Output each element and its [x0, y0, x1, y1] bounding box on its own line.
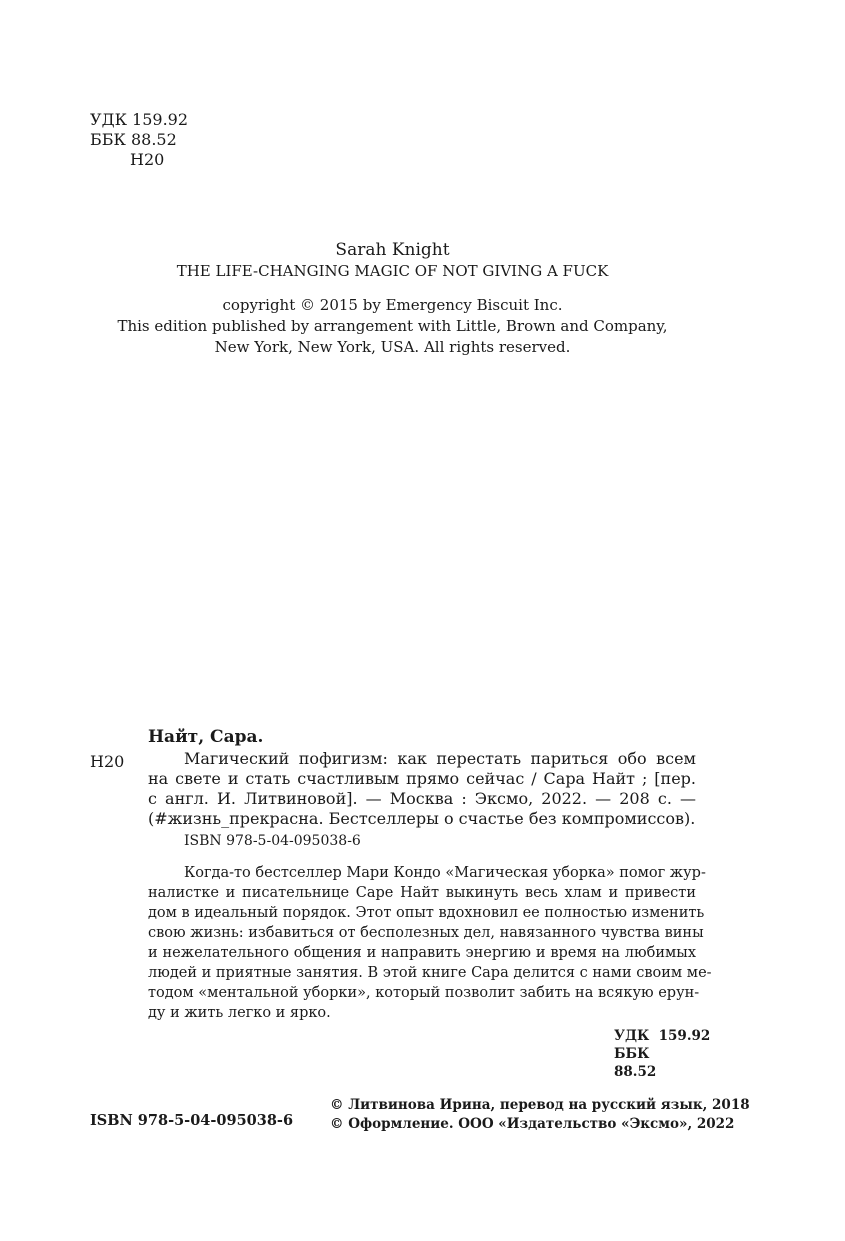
udk-code: УДК 159.92 [90, 110, 189, 129]
copyright-line: This edition published by arrangement with Little, Brown and Company, [117, 317, 668, 335]
copyright-line: copyright © 2015 by Emergency Biscuit Inc. [222, 296, 563, 314]
catalog-author-sign: Н20 [90, 752, 125, 771]
bibliographic-description [148, 749, 696, 829]
footer-isbn: ISBN 978-5-04-095038-6 [90, 1112, 294, 1129]
annotation-line: дом в идеальный порядок. Этот опыт вдохновил ее полностью изменить [148, 905, 705, 921]
bib-line: с англ. И. Литвиновой]. — Москва : Эксмо, 2022. — 208 с. — [148, 789, 696, 808]
author-sign: Н20 [130, 150, 165, 169]
annotation-line: ду и жить легко и ярко. [148, 1005, 331, 1021]
copyright-line: © Литвинова Ирина, перевод на русский язык, 2018 [330, 1097, 750, 1113]
copyright-line: New York, New York, USA. All rights reserved. [214, 338, 571, 356]
catalog-udk: УДК 159.92 [614, 1028, 711, 1044]
annotation [148, 863, 712, 1023]
classification-block [90, 110, 188, 170]
annotation-line: свою жизнь: избавиться от бесполезных дел, навязанного чувства вины [148, 925, 704, 941]
bib-line: Магический пофигизм: как перестать париться обо всем [184, 749, 696, 768]
catalog-card [148, 727, 712, 1081]
annotation-line: Когда-то бестселлер Мари Кондо «Магическая уборка» помог жур- [184, 865, 706, 881]
annotation-line: налистке и писательнице Саре Найт выкинуть весь хлам и привести [148, 885, 696, 901]
bbk-code: ББК 88.52 [90, 130, 177, 149]
catalog-isbn: ISBN 978-5-04-095038-6 [184, 833, 361, 849]
original-author: Sarah Knight [335, 240, 450, 260]
bib-line: на свете и стать счастливым прямо сейчас / Сара Найт ; [пер. [148, 769, 696, 788]
annotation-line: тодом «ментальной уборки», который позволит забить на всякую ерун- [148, 985, 700, 1001]
catalog-bbk: ББК 88.52 [614, 1046, 657, 1080]
original-copyright [0, 295, 785, 358]
bib-line: (#жизнь_прекрасна. Бестселлеры о счастье без компромиссов). [148, 809, 696, 828]
catalog-codes [148, 1027, 711, 1081]
copyright-line: © Оформление. ООО «Издательство «Эксмо», 2022 [330, 1116, 735, 1132]
catalog-author: Найт, Сара. [148, 727, 264, 747]
russian-copyright [330, 1096, 750, 1134]
original-title: THE LIFE-CHANGING MAGIC OF NOT GIVING A FUCK [176, 262, 609, 280]
annotation-line: и нежелательного общения и направить энергию и время на любимых [148, 945, 696, 961]
annotation-line: людей и приятные занятия. В этой книге Сара делится с нами своим ме- [148, 965, 712, 981]
